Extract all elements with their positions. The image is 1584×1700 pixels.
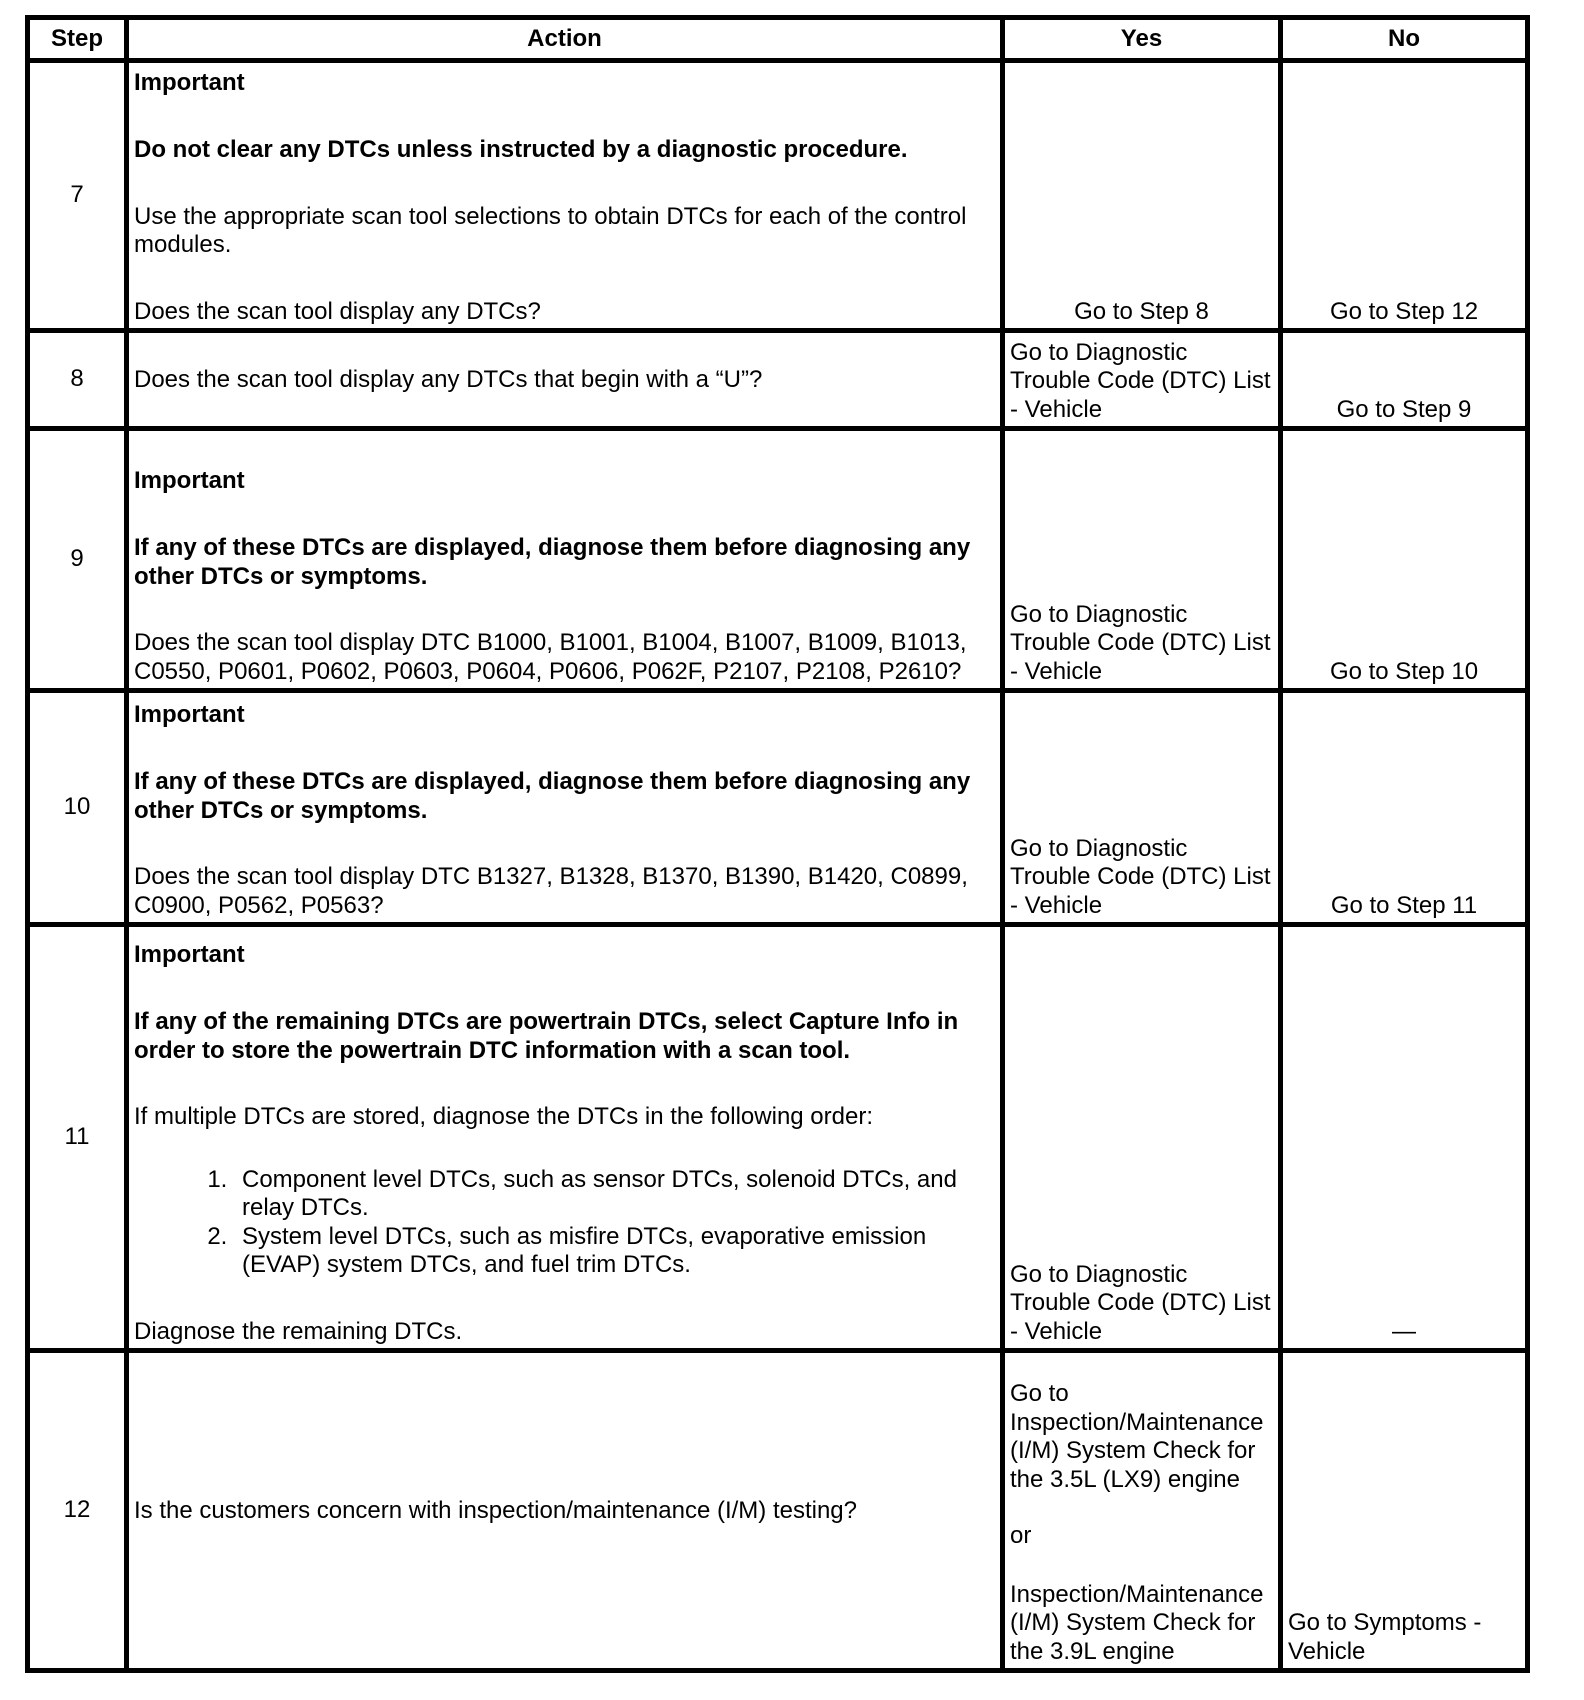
important-text: Do not clear any DTCs unless instructed by a diagnostic procedure. xyxy=(134,136,908,163)
yes-link[interactable]: Go to Step 8 xyxy=(1003,61,1281,331)
list-item: 1. Component level DTCs, such as sensor DTCs, solenoid DTCs, and relay DTCs. xyxy=(234,1166,995,1223)
action-cell xyxy=(127,429,1003,691)
step-number: 10 xyxy=(28,691,127,925)
action-text: If multiple DTCs are stored, diagnose the DTCs in the following order: xyxy=(134,1103,873,1130)
action-question: Diagnose the remaining DTCs. xyxy=(134,1317,463,1345)
yes-link-35l[interactable]: Go to Inspection/Maintenance (I/M) System Check for the 3.5L (LX9) engine xyxy=(1010,1380,1264,1493)
table-row xyxy=(28,1351,1528,1671)
yes-link-39l[interactable]: Inspection/Maintenance (I/M) System Check for the 3.9L engine xyxy=(1010,1580,1264,1665)
step-number: 8 xyxy=(28,331,127,429)
action-question: Is the customers concern with inspection/maintenance (I/M) testing? xyxy=(127,1351,1003,1671)
header-yes: Yes xyxy=(1003,18,1281,61)
header-no: No xyxy=(1281,18,1528,61)
or-text: or xyxy=(1010,1522,1032,1549)
table-row xyxy=(28,429,1528,691)
action-question: Does the scan tool display any DTCs that begin with a “U”? xyxy=(127,331,1003,429)
yes-link[interactable]: Go to Diagnostic Trouble Code (DTC) List - Vehicle xyxy=(1003,691,1281,925)
yes-link[interactable]: Go to Diagnostic Trouble Code (DTC) List - Vehicle xyxy=(1003,429,1281,691)
important-text: If any of these DTCs are displayed, diagnose them before diagnosing any other DTCs or symptoms. xyxy=(134,534,971,590)
step-number: 12 xyxy=(28,1351,127,1671)
step-number: 7 xyxy=(28,61,127,331)
action-cell xyxy=(127,691,1003,925)
action-cell xyxy=(127,61,1003,331)
action-question: Does the scan tool display DTC B1000, B1001, B1004, B1007, B1009, B1013, C0550, P0601, P0602, P0603, P0604, P0606, P062F, P2107, P2108, P2610? xyxy=(134,629,967,685)
no-link[interactable]: Go to Step 11 xyxy=(1281,691,1528,925)
table-row xyxy=(28,925,1528,1351)
diagnostic-steps-table xyxy=(25,15,1530,1673)
yes-link[interactable]: Go to Diagnostic Trouble Code (DTC) List - Vehicle xyxy=(1003,925,1281,1351)
table-row xyxy=(28,691,1528,925)
action-text: Use the appropriate scan tool selections to obtain DTCs for each of the control modules. xyxy=(134,202,967,258)
yes-link[interactable]: Go to Diagnostic Trouble Code (DTC) List - Vehicle xyxy=(1003,331,1281,429)
list-item: 2. System level DTCs, such as misfire DTCs, evaporative emission (EVAP) system DTCs, and fuel trim DTCs. xyxy=(234,1223,995,1280)
important-label: Important xyxy=(134,466,245,494)
important-label: Important xyxy=(134,940,245,968)
table-row xyxy=(28,331,1528,429)
important-text: If any of these DTCs are displayed, diagnose them before diagnosing any other DTCs or symptoms. xyxy=(134,768,971,824)
dtc-order-list xyxy=(134,1166,995,1280)
important-label: Important xyxy=(134,68,245,96)
action-question: Does the scan tool display any DTCs? xyxy=(134,297,541,325)
important-label: Important xyxy=(134,700,245,728)
table-row xyxy=(28,61,1528,331)
action-cell xyxy=(127,925,1003,1351)
header-action: Action xyxy=(127,18,1003,61)
no-link[interactable]: Go to Step 10 xyxy=(1281,429,1528,691)
step-number: 11 xyxy=(28,925,127,1351)
step-number: 9 xyxy=(28,429,127,691)
action-question: Does the scan tool display DTC B1327, B1328, B1370, B1390, B1420, C0899, C0900, P0562, P0563? xyxy=(134,863,968,919)
no-link[interactable]: Go to Symptoms - Vehicle xyxy=(1281,1351,1528,1671)
header-row xyxy=(28,18,1528,61)
yes-cell xyxy=(1003,1351,1281,1671)
important-text: If any of the remaining DTCs are powertrain DTCs, select Capture Info in order to store the powertrain DTC information with a scan tool. xyxy=(134,1008,959,1064)
no-link[interactable]: Go to Step 9 xyxy=(1281,331,1528,429)
no-link: — xyxy=(1281,925,1528,1351)
header-step: Step xyxy=(28,18,127,61)
no-link[interactable]: Go to Step 12 xyxy=(1281,61,1528,331)
